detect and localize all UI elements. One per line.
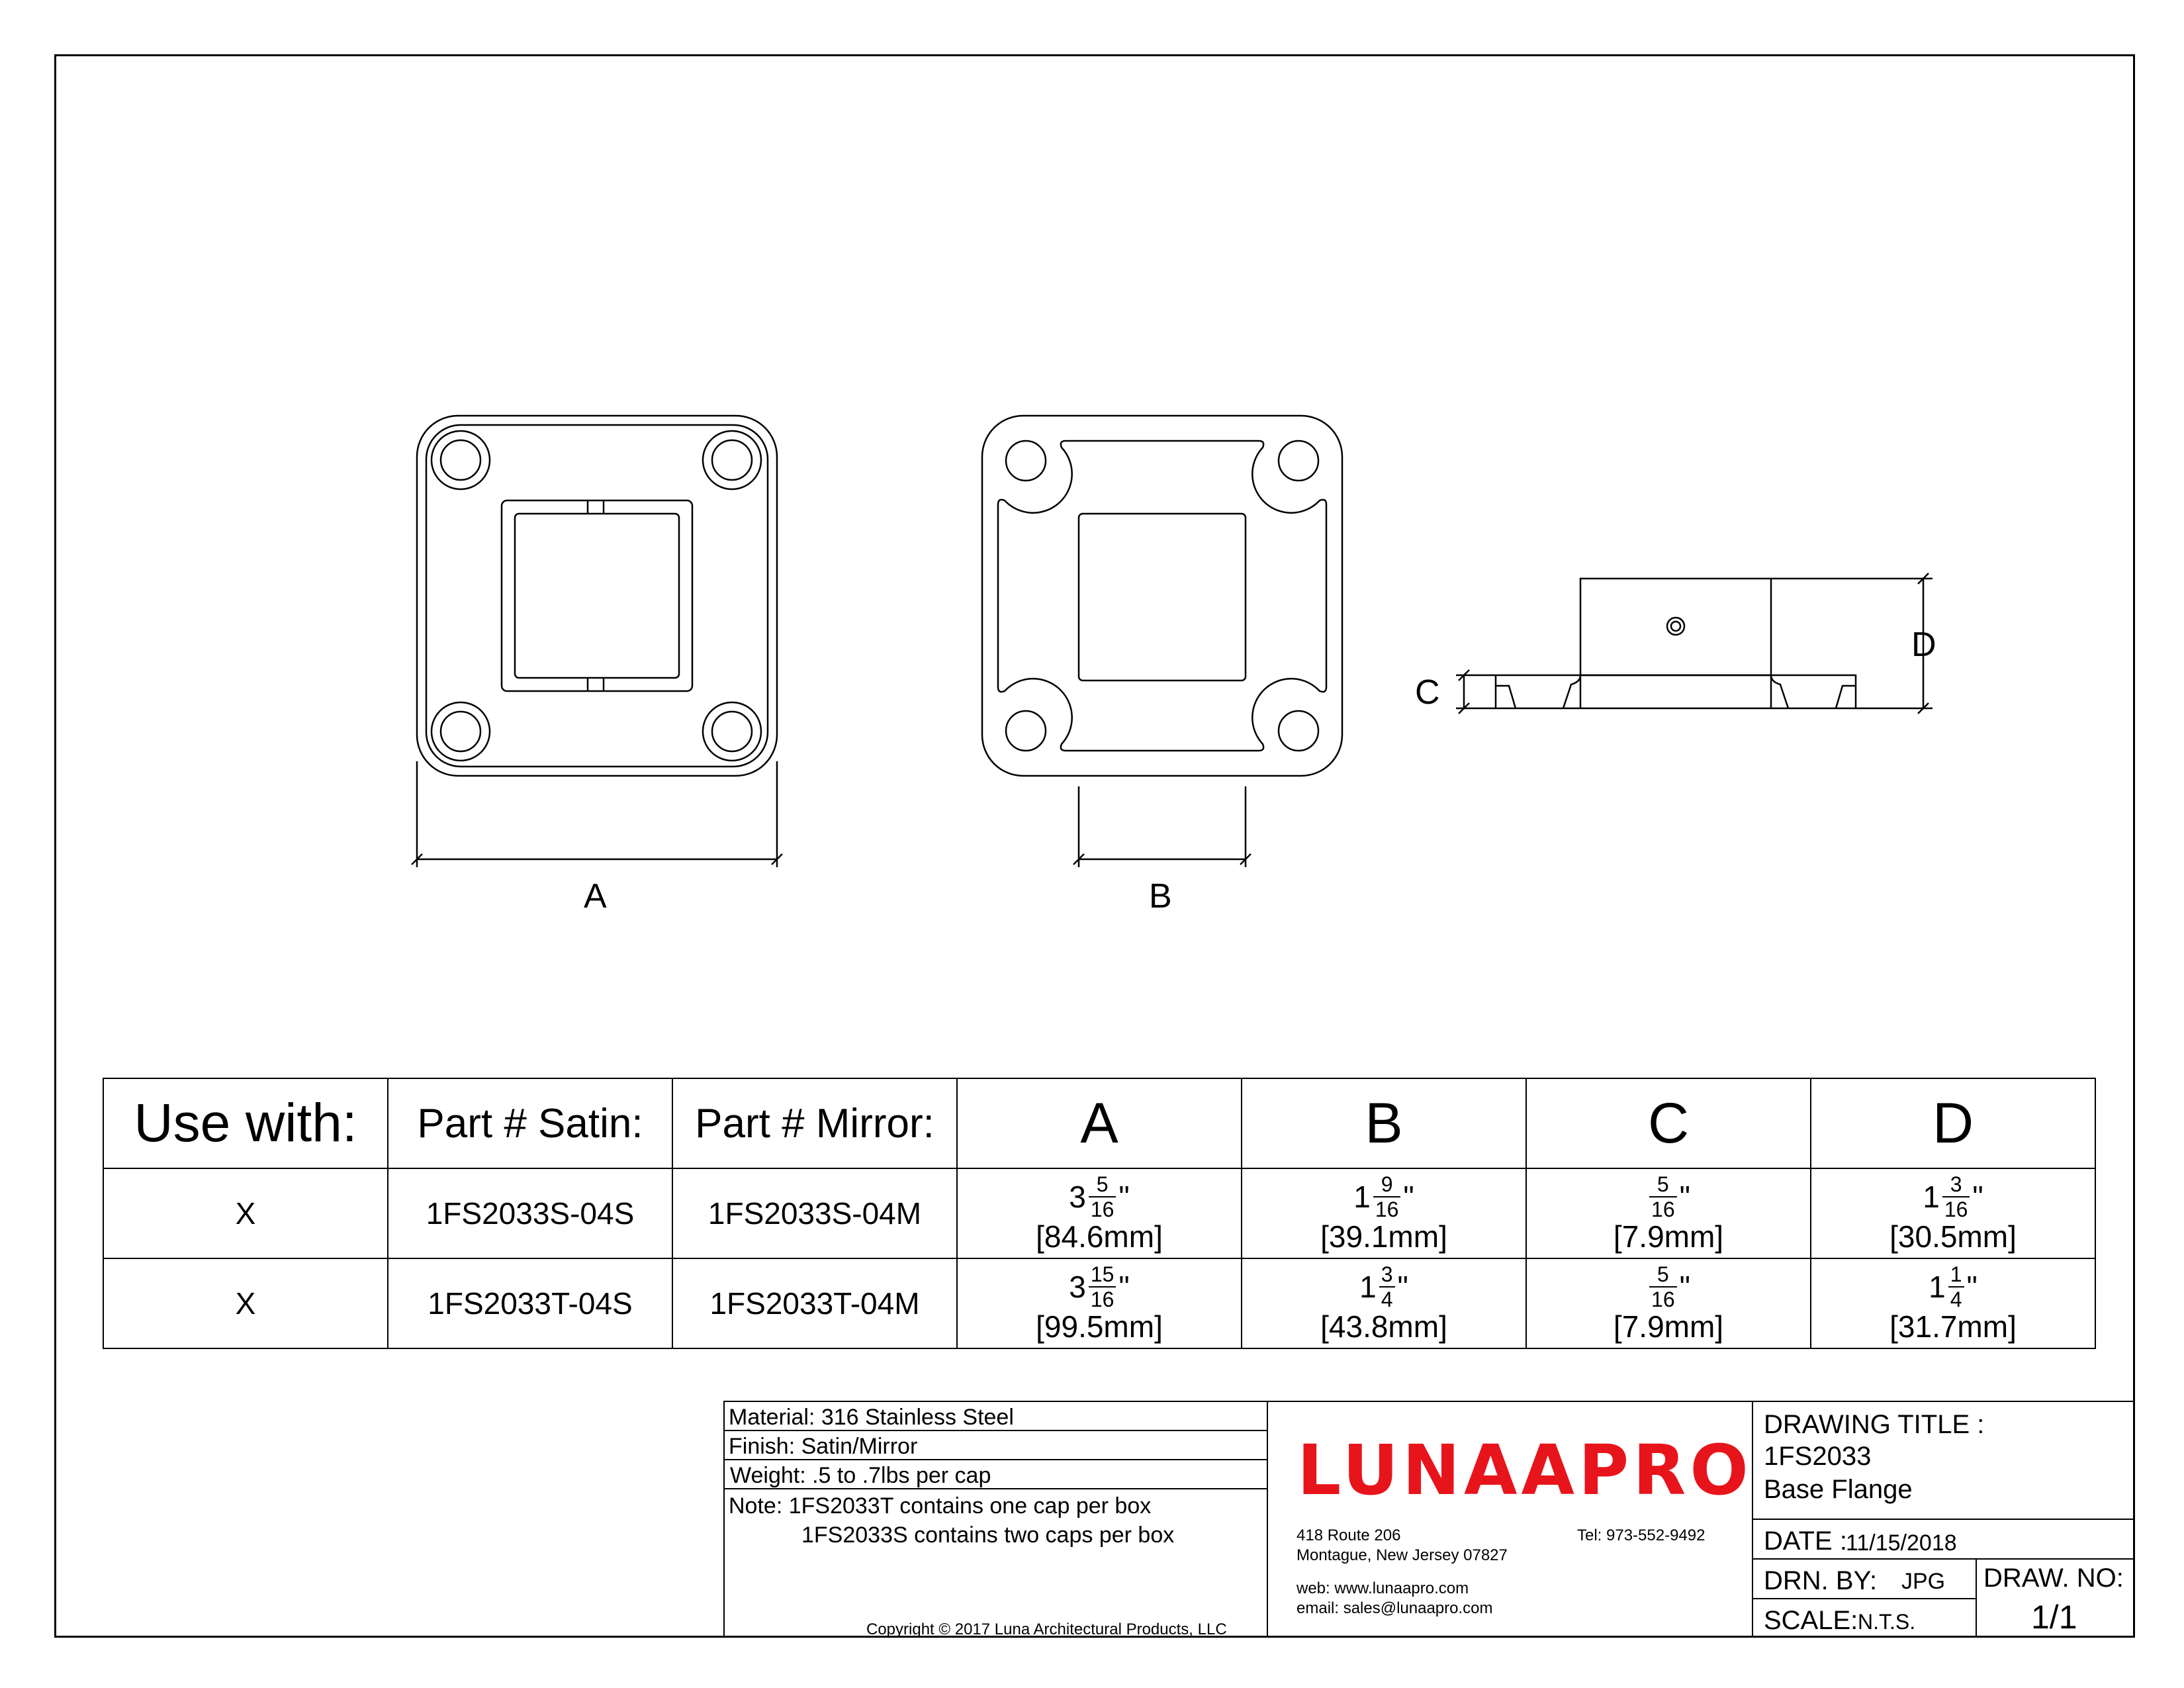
note-line-2: 1FS2033S contains two caps per box [801,1523,1175,1548]
dim-c-cell [1526,1168,1811,1258]
dim-fraction: $\frac{3}{16}$ [1942,1174,1970,1220]
inch-mark: " [1679,1269,1690,1304]
date-label: DATE : [1764,1526,1847,1556]
dim-a-cell [957,1258,1242,1348]
inch-mark: " [1397,1269,1408,1304]
scale-value: N.T.S. [1858,1610,1916,1634]
copyright-text: Copyright © 2017 Luna Architectural Products, LLC [866,1620,1227,1638]
draw-no-value: 1/1 [2031,1599,2077,1636]
dim-fraction: $\frac{15}{16}$ [1089,1264,1116,1310]
dim-mm: [84.6mm] [1036,1219,1163,1254]
dim-fraction: $\frac{9}{16}$ [1373,1174,1401,1220]
dim-mm: [31.7mm] [1889,1309,2017,1344]
address-line-1: 418 Route 206 [1297,1526,1401,1544]
dim-whole: 3 [1069,1179,1086,1214]
telephone-text: Tel: 973-552-9492 [1577,1526,1706,1544]
dim-fraction: $\frac{5}{16}$ [1089,1174,1116,1220]
table-row [103,1168,2095,1258]
table-row [103,1258,2095,1348]
dimension-label-c: C [1415,673,1440,712]
header-dim-d: D [1811,1078,2095,1168]
use-with-cell: X [103,1168,388,1258]
dim-whole: 1 [1353,1179,1371,1214]
header-part-satin: Part # Satin: [388,1078,672,1168]
dim-fraction: $\frac{3}{4}$ [1379,1264,1395,1310]
flange-bottom-view [982,416,1342,867]
header-part-mirror: Part # Mirror: [672,1078,957,1168]
drn-by-value: JPG [1901,1569,1946,1594]
drawing-number: 1FS2033 [1764,1442,1872,1471]
dimension-label-a: A [584,877,607,915]
dimension-label-b: B [1149,877,1172,915]
lunaapro-logo: LUNAAPRO [1297,1430,1752,1511]
website-text: web: www.lunaapro.com [1297,1579,1469,1597]
dim-whole: 1 [1359,1269,1377,1304]
header-use-with: Use with: [103,1078,388,1168]
dim-b-cell [1242,1168,1526,1258]
inch-mark: " [1403,1179,1414,1214]
inch-mark: " [1966,1269,1978,1304]
drawing-title-label: DRAWING TITLE : [1764,1410,1985,1439]
inch-mark: " [1118,1269,1130,1304]
email-text: email: sales@lunaapro.com [1297,1599,1493,1617]
dim-fraction: $\frac{1}{4}$ [1948,1264,1964,1310]
dim-fraction: $\frac{5}{16}$ [1649,1174,1677,1220]
dim-d-cell [1811,1168,2095,1258]
dim-mm: [39.1mm] [1320,1219,1447,1254]
inch-mark: " [1118,1179,1130,1214]
use-with-cell: X [103,1258,388,1348]
part-mirror-cell: 1FS2033S-04M [672,1168,957,1258]
dim-a-cell [957,1168,1242,1258]
dim-mm: [7.9mm] [1613,1219,1724,1254]
dim-mm: [43.8mm] [1320,1309,1447,1344]
dim-whole: 1 [1923,1179,1940,1214]
dimension-label-d: D [1911,626,1936,664]
draw-no-label: DRAW. NO: [1983,1564,2124,1593]
header-dim-b: B [1242,1078,1526,1168]
part-satin-cell: 1FS2033T-04S [388,1258,672,1348]
date-value: 11/15/2018 [1846,1530,1957,1556]
drawing-name: Base Flange [1764,1475,1913,1504]
dim-mm: [30.5mm] [1889,1219,2017,1254]
header-dim-a: A [957,1078,1242,1168]
flange-side-view [1456,573,1933,714]
header-dim-c: C [1526,1078,1811,1168]
note-line-1: Note: 1FS2033T contains one cap per box [729,1493,1152,1519]
dim-b-cell [1242,1258,1526,1348]
dim-c-cell [1526,1258,1811,1348]
address-line-2: Montague, New Jersey 07827 [1297,1546,1508,1564]
finish-text: Finish: Satin/Mirror [729,1434,918,1459]
table-header-row [103,1078,2095,1168]
part-mirror-cell: 1FS2033T-04M [672,1258,957,1348]
inch-mark: " [1972,1179,1983,1214]
material-text: Material: 316 Stainless Steel [729,1405,1014,1430]
flange-top-view [412,416,782,867]
dim-d-cell [1811,1258,2095,1348]
dim-mm: [99.5mm] [1036,1309,1163,1344]
dim-mm: [7.9mm] [1613,1309,1724,1344]
dim-whole: 3 [1069,1269,1086,1304]
specification-table [103,1078,2096,1349]
inch-mark: " [1679,1179,1690,1214]
dim-whole: 1 [1929,1269,1946,1304]
weight-text: Weight: .5 to .7lbs per cap [730,1463,991,1488]
part-satin-cell: 1FS2033S-04S [388,1168,672,1258]
drn-by-label: DRN. BY: [1764,1566,1878,1595]
scale-label: SCALE: [1764,1606,1858,1635]
dim-fraction: $\frac{5}{16}$ [1649,1264,1677,1310]
